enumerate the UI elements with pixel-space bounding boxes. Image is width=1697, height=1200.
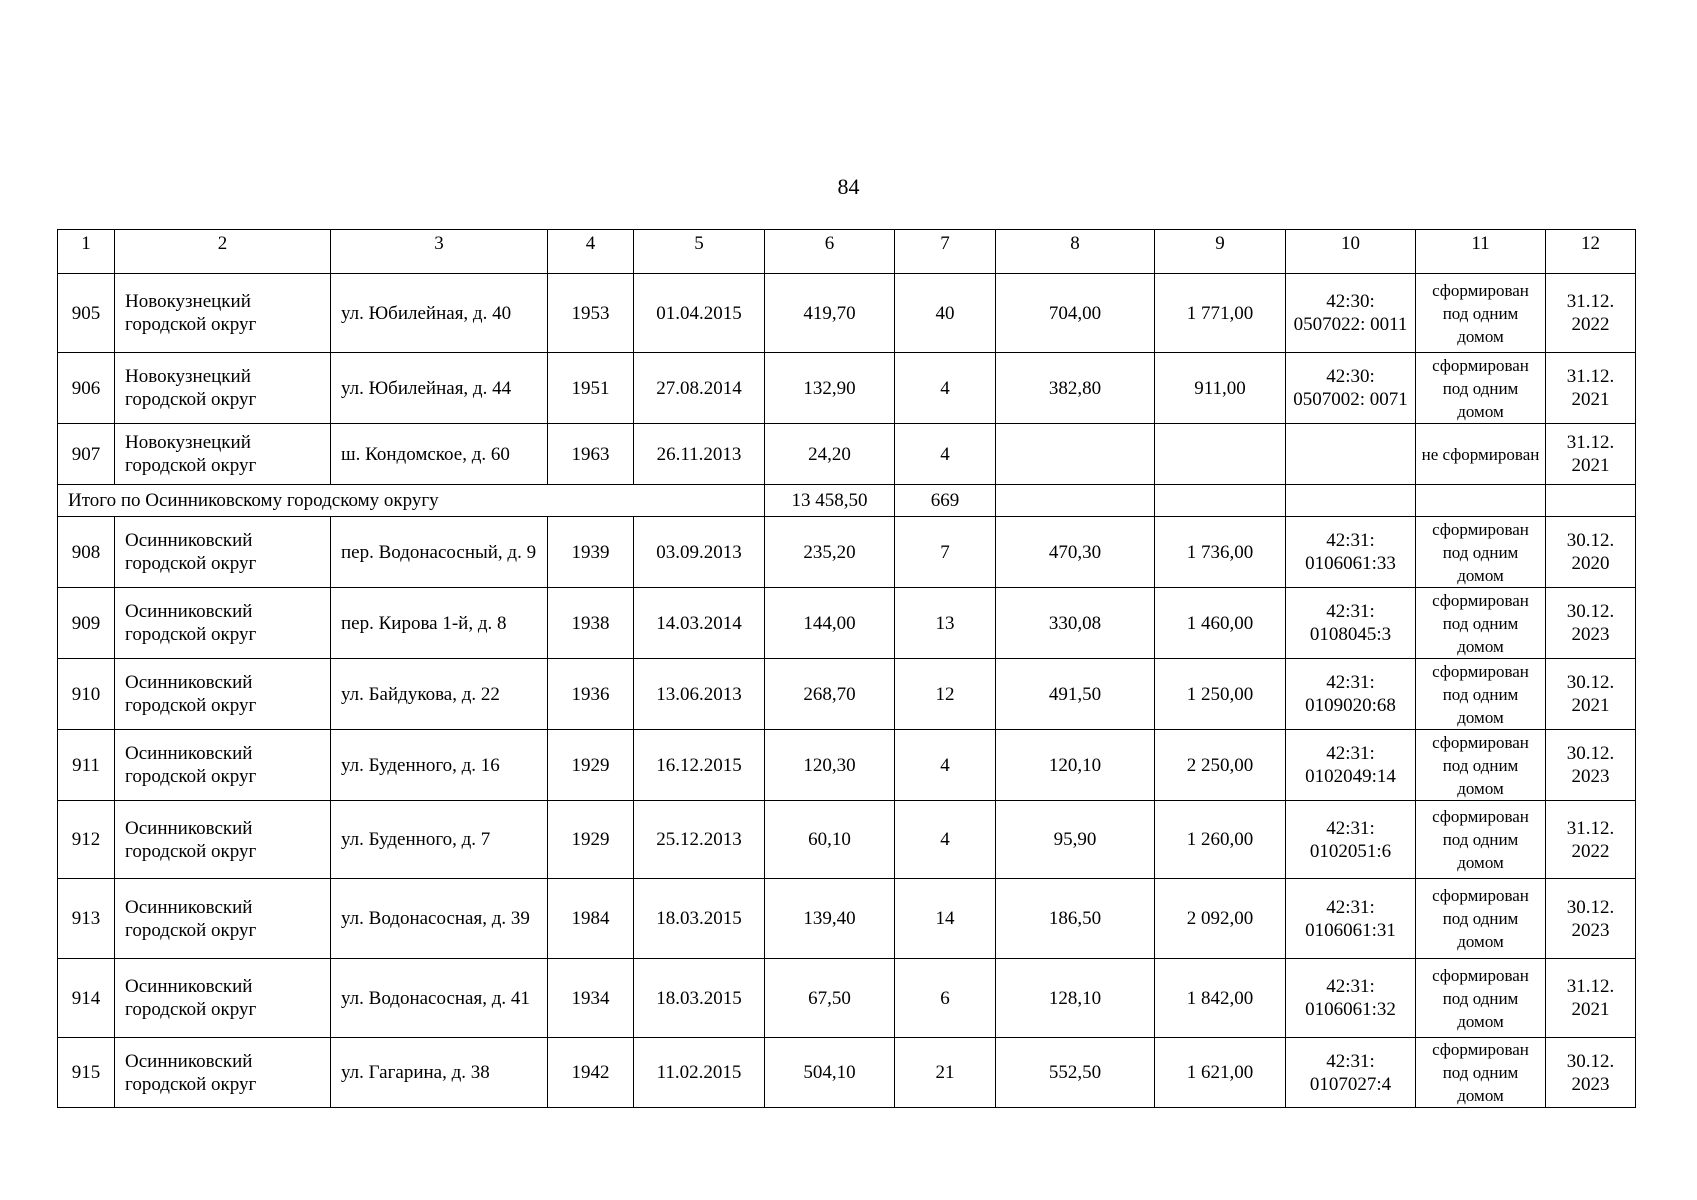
column-number-11: 11 xyxy=(1416,230,1546,274)
total-empty-cell xyxy=(1416,485,1546,517)
residents-cell: 14 xyxy=(895,879,996,959)
cadastral-number-cell xyxy=(1286,424,1416,485)
row-number-cell: 905 xyxy=(58,274,115,353)
year-built-cell: 1938 xyxy=(548,588,634,659)
year-built-cell: 1953 xyxy=(548,274,634,353)
address-cell: ул. Водонасосная, д. 41 xyxy=(331,959,548,1038)
land-status-cell: сформирован под одним домом xyxy=(1416,353,1546,424)
recognition-date-cell: 16.12.2015 xyxy=(634,730,765,801)
cadastral-number-cell: 42:31: 0109020:68 xyxy=(1286,659,1416,730)
cadastral-number-cell: 42:31: 0106061:32 xyxy=(1286,959,1416,1038)
resettlement-deadline-cell: 30.12. 2023 xyxy=(1546,1038,1636,1108)
column-number-10: 10 xyxy=(1286,230,1416,274)
resettlement-deadline-cell: 31.12. 2022 xyxy=(1546,274,1636,353)
row-number-cell: 914 xyxy=(58,959,115,1038)
cadastral-number-cell: 42:31: 0108045:3 xyxy=(1286,588,1416,659)
column-number-12: 12 xyxy=(1546,230,1636,274)
cadastral-value-cell xyxy=(1155,424,1286,485)
municipality-cell: Осинниковский городской округ xyxy=(115,730,331,801)
cadastral-value-cell: 1 460,00 xyxy=(1155,588,1286,659)
area-cell: 24,20 xyxy=(765,424,895,485)
cadastral-value-cell: 2 092,00 xyxy=(1155,879,1286,959)
cadastral-number-cell: 42:31: 0106061:33 xyxy=(1286,517,1416,588)
land-status-cell: сформирован под одним домом xyxy=(1416,588,1546,659)
table-row xyxy=(58,588,1636,659)
cadastral-number-cell: 42:30: 0507022: 0011 xyxy=(1286,274,1416,353)
land-area-cell: 704,00 xyxy=(996,274,1155,353)
total-row xyxy=(58,485,1636,517)
total-area: 13 458,50 xyxy=(765,485,895,517)
municipality-cell: Осинниковский городской округ xyxy=(115,959,331,1038)
resettlement-deadline-cell: 31.12. 2021 xyxy=(1546,353,1636,424)
land-area-cell: 491,50 xyxy=(996,659,1155,730)
address-cell: ул. Юбилейная, д. 44 xyxy=(331,353,548,424)
resettlement-deadline-cell: 31.12. 2021 xyxy=(1546,959,1636,1038)
year-built-cell: 1951 xyxy=(548,353,634,424)
area-cell: 268,70 xyxy=(765,659,895,730)
land-area-cell: 120,10 xyxy=(996,730,1155,801)
column-numbers-row xyxy=(58,230,1636,274)
resettlement-deadline-cell: 31.12. 2022 xyxy=(1546,801,1636,879)
municipality-cell: Новокузнецкий городской округ xyxy=(115,274,331,353)
resettlement-deadline-cell: 30.12. 2023 xyxy=(1546,588,1636,659)
recognition-date-cell: 18.03.2015 xyxy=(634,879,765,959)
recognition-date-cell: 14.03.2014 xyxy=(634,588,765,659)
row-number-cell: 906 xyxy=(58,353,115,424)
residents-cell: 4 xyxy=(895,353,996,424)
address-cell: пер. Кирова 1-й, д. 8 xyxy=(331,588,548,659)
year-built-cell: 1963 xyxy=(548,424,634,485)
year-built-cell: 1939 xyxy=(548,517,634,588)
column-number-2: 2 xyxy=(115,230,331,274)
row-number-cell: 909 xyxy=(58,588,115,659)
area-cell: 235,20 xyxy=(765,517,895,588)
cadastral-number-cell: 42:31: 0106061:31 xyxy=(1286,879,1416,959)
cadastral-value-cell: 1 771,00 xyxy=(1155,274,1286,353)
land-area-cell: 186,50 xyxy=(996,879,1155,959)
recognition-date-cell: 25.12.2013 xyxy=(634,801,765,879)
address-cell: ул. Буденного, д. 7 xyxy=(331,801,548,879)
year-built-cell: 1929 xyxy=(548,730,634,801)
recognition-date-cell: 11.02.2015 xyxy=(634,1038,765,1108)
total-empty-cell xyxy=(996,485,1155,517)
table-row xyxy=(58,1038,1636,1108)
table-row xyxy=(58,353,1636,424)
row-number-cell: 910 xyxy=(58,659,115,730)
total-residents: 669 xyxy=(895,485,996,517)
area-cell: 67,50 xyxy=(765,959,895,1038)
area-cell: 419,70 xyxy=(765,274,895,353)
column-number-8: 8 xyxy=(996,230,1155,274)
row-number-cell: 913 xyxy=(58,879,115,959)
address-cell: пер. Водонасосный, д. 9 xyxy=(331,517,548,588)
cadastral-number-cell: 42:30: 0507002: 0071 xyxy=(1286,353,1416,424)
municipality-cell: Осинниковский городской округ xyxy=(115,517,331,588)
column-number-5: 5 xyxy=(634,230,765,274)
residents-cell: 21 xyxy=(895,1038,996,1108)
cadastral-value-cell: 2 250,00 xyxy=(1155,730,1286,801)
area-cell: 120,30 xyxy=(765,730,895,801)
year-built-cell: 1934 xyxy=(548,959,634,1038)
recognition-date-cell: 13.06.2013 xyxy=(634,659,765,730)
table-row xyxy=(58,659,1636,730)
residents-cell: 6 xyxy=(895,959,996,1038)
table-row xyxy=(58,879,1636,959)
municipality-cell: Осинниковский городской округ xyxy=(115,1038,331,1108)
cadastral-value-cell: 911,00 xyxy=(1155,353,1286,424)
area-cell: 504,10 xyxy=(765,1038,895,1108)
table-row xyxy=(58,517,1636,588)
column-number-6: 6 xyxy=(765,230,895,274)
land-status-cell: сформирован под одним домом xyxy=(1416,1038,1546,1108)
cadastral-number-cell: 42:31: 0102051:6 xyxy=(1286,801,1416,879)
residents-cell: 7 xyxy=(895,517,996,588)
address-cell: ул. Байдукова, д. 22 xyxy=(331,659,548,730)
year-built-cell: 1984 xyxy=(548,879,634,959)
cadastral-value-cell: 1 260,00 xyxy=(1155,801,1286,879)
land-area-cell: 95,90 xyxy=(996,801,1155,879)
column-number-7: 7 xyxy=(895,230,996,274)
land-status-cell: сформирован под одним домом xyxy=(1416,801,1546,879)
table-row xyxy=(58,424,1636,485)
residents-cell: 12 xyxy=(895,659,996,730)
recognition-date-cell: 26.11.2013 xyxy=(634,424,765,485)
land-status-cell: сформирован под одним домом xyxy=(1416,659,1546,730)
land-status-cell: сформирован под одним домом xyxy=(1416,879,1546,959)
recognition-date-cell: 18.03.2015 xyxy=(634,959,765,1038)
row-number-cell: 908 xyxy=(58,517,115,588)
table-row xyxy=(58,959,1636,1038)
year-built-cell: 1936 xyxy=(548,659,634,730)
cadastral-value-cell: 1 621,00 xyxy=(1155,1038,1286,1108)
residents-cell: 4 xyxy=(895,424,996,485)
municipality-cell: Осинниковский городской округ xyxy=(115,801,331,879)
row-number-cell: 912 xyxy=(58,801,115,879)
page-number: 84 xyxy=(837,174,860,199)
table-row xyxy=(58,801,1636,879)
area-cell: 132,90 xyxy=(765,353,895,424)
residents-cell: 13 xyxy=(895,588,996,659)
municipality-cell: Осинниковский городской округ xyxy=(115,588,331,659)
municipality-cell: Осинниковский городской округ xyxy=(115,879,331,959)
area-cell: 60,10 xyxy=(765,801,895,879)
total-empty-cell xyxy=(1546,485,1636,517)
resettlement-deadline-cell: 30.12. 2021 xyxy=(1546,659,1636,730)
resettlement-deadline-cell: 30.12. 2023 xyxy=(1546,879,1636,959)
land-status-cell: не сформирован xyxy=(1416,424,1546,485)
table-row xyxy=(58,730,1636,801)
column-number-4: 4 xyxy=(548,230,634,274)
recognition-date-cell: 03.09.2013 xyxy=(634,517,765,588)
address-cell: ш. Кондомское, д. 60 xyxy=(331,424,548,485)
land-status-cell: сформирован под одним домом xyxy=(1416,959,1546,1038)
area-cell: 139,40 xyxy=(765,879,895,959)
recognition-date-cell: 01.04.2015 xyxy=(634,274,765,353)
total-empty-cell xyxy=(1286,485,1416,517)
address-cell: ул. Гагарина, д. 38 xyxy=(331,1038,548,1108)
row-number-cell: 911 xyxy=(58,730,115,801)
land-area-cell: 330,08 xyxy=(996,588,1155,659)
table-row xyxy=(58,274,1636,353)
row-number-cell: 907 xyxy=(58,424,115,485)
address-cell: ул. Водонасосная, д. 39 xyxy=(331,879,548,959)
municipality-cell: Новокузнецкий городской округ xyxy=(115,353,331,424)
column-number-9: 9 xyxy=(1155,230,1286,274)
residents-cell: 40 xyxy=(895,274,996,353)
housing-registry-table xyxy=(57,229,1636,1108)
municipality-cell: Новокузнецкий городской округ xyxy=(115,424,331,485)
land-area-cell xyxy=(996,424,1155,485)
row-number-cell: 915 xyxy=(58,1038,115,1108)
address-cell: ул. Юбилейная, д. 40 xyxy=(331,274,548,353)
residents-cell: 4 xyxy=(895,801,996,879)
cadastral-value-cell: 1 842,00 xyxy=(1155,959,1286,1038)
cadastral-number-cell: 42:31: 0102049:14 xyxy=(1286,730,1416,801)
recognition-date-cell: 27.08.2014 xyxy=(634,353,765,424)
cadastral-value-cell: 1 736,00 xyxy=(1155,517,1286,588)
resettlement-deadline-cell: 30.12. 2020 xyxy=(1546,517,1636,588)
land-area-cell: 128,10 xyxy=(996,959,1155,1038)
resettlement-deadline-cell: 31.12. 2021 xyxy=(1546,424,1636,485)
land-status-cell: сформирован под одним домом xyxy=(1416,517,1546,588)
municipality-cell: Осинниковский городской округ xyxy=(115,659,331,730)
total-empty-cell xyxy=(1155,485,1286,517)
total-label: Итого по Осинниковскому городскому округу xyxy=(58,485,765,517)
year-built-cell: 1929 xyxy=(548,801,634,879)
residents-cell: 4 xyxy=(895,730,996,801)
column-number-3: 3 xyxy=(331,230,548,274)
resettlement-deadline-cell: 30.12. 2023 xyxy=(1546,730,1636,801)
land-area-cell: 470,30 xyxy=(996,517,1155,588)
land-area-cell: 552,50 xyxy=(996,1038,1155,1108)
area-cell: 144,00 xyxy=(765,588,895,659)
table-body xyxy=(58,230,1636,1108)
cadastral-value-cell: 1 250,00 xyxy=(1155,659,1286,730)
address-cell: ул. Буденного, д. 16 xyxy=(331,730,548,801)
land-status-cell: сформирован под одним домом xyxy=(1416,730,1546,801)
column-number-1: 1 xyxy=(58,230,115,274)
land-status-cell: сформирован под одним домом xyxy=(1416,274,1546,353)
year-built-cell: 1942 xyxy=(548,1038,634,1108)
cadastral-number-cell: 42:31: 0107027:4 xyxy=(1286,1038,1416,1108)
land-area-cell: 382,80 xyxy=(996,353,1155,424)
